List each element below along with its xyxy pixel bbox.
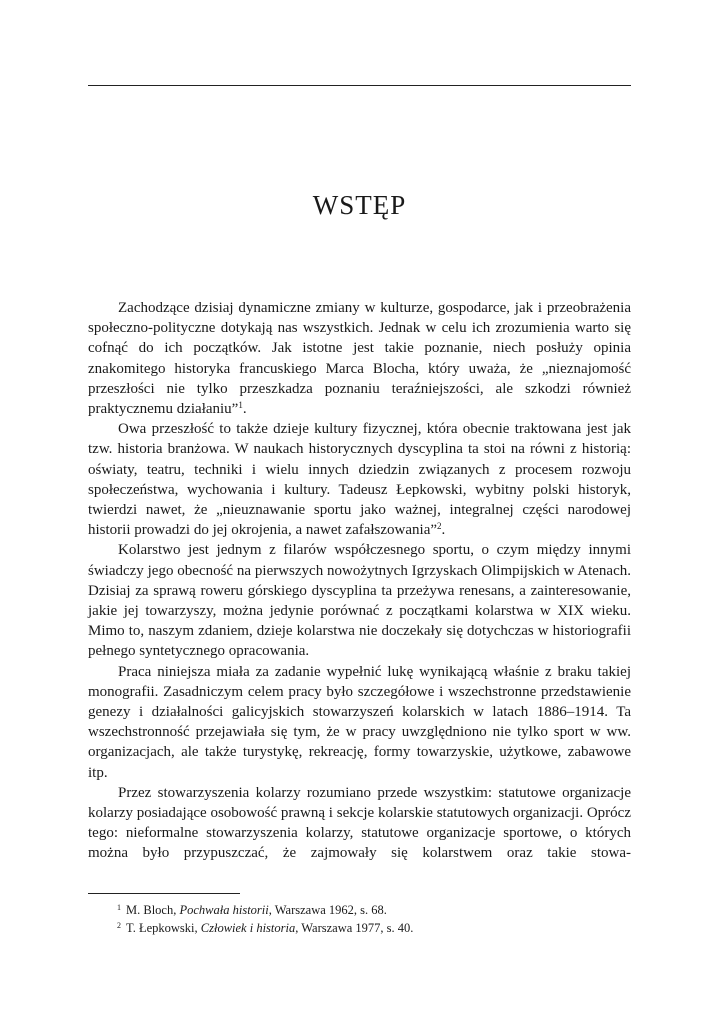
footnote-ref[interactable]: 2 <box>437 521 442 532</box>
footnote-ref[interactable]: 1 <box>238 400 243 411</box>
footnote-title: Człowiek i historia <box>200 920 296 935</box>
paragraph: Zachodzące dzisiaj dynamiczne zmiany w kulturze, gospodarce, jak i przeobrażenia społeczno-polityczne dotykają nas wszystkich. Jednak w celu ich zrozumienia warto się cofnąć do ich początków. Jak istotne jest takie poznanie, niech posłuży opinia znakomitego historyka francuskiego Marca Blocha, który uważa, że „nieznajomość przeszłości nie tylko przeszkadza poznaniu teraźniejszości, ale szkodzi również praktycznemu działaniu”$^1$. <box>88 300 631 418</box>
paragraph: Owa przeszłość to także dzieje kultury fizycznej, która obecnie traktowana jest jak tzw. historia branżowa. W naukach historycznych dyscyplina ta stoi na równi z historią: oświaty, teatru, techniki i wielu innych dziedzin związanych z procesem rozwoju społeczeństwa, wychowania i kultury. Tadeusz Łepkowski, wybitny polski historyk, twierdzi nawet, że „nieuznawanie sportu jako ważnej, integralnej części narodowej historii prowadzi do jej okrojenia, a nawet zafałszowania”$^2$. <box>88 421 631 539</box>
body-text <box>88 298 631 864</box>
chapter-heading: WSTĘP <box>312 190 407 220</box>
paragraph-last: Przez stowarzyszenia kolarzy rozumiano przede wszystkim: statutowe organizacje kolarzy posiadające osobowość prawną i sekcje kolarskie statutowych organizacji. Oprócz tego: nieformalne stowarzyszenia kolarzy, statutowe organizacje sportowe, o których można było przypuszczać, że zajmowały się kolarstwem oraz takie stowa- <box>88 784 631 862</box>
footnote-title: Pochwała historii <box>179 903 269 917</box>
footnote-number: 2 <box>117 920 121 930</box>
footnote-number: 1 <box>117 903 121 912</box>
footnote-rule <box>88 893 240 894</box>
footnotes <box>117 902 631 937</box>
footnote: $^2$ T. Łepkowski, Człowiek i historia, Warszawa 1977, s. 40. <box>117 920 414 935</box>
footnote: $^1$ M. Bloch, Pochwała historii, Warszawa 1962, s. 68. <box>117 903 387 917</box>
paragraph: Kolarstwo jest jednym z filarów współczesnego sportu, o czym między innymi świadczy jego obecność na pierwszych nowożytnych Igrzyskach Olimpijskich w Atenach. Dzisiaj za sprawą roweru górskiego dyscyplina ta przeżywa renesans, a zainteresowanie, jakie jej towarzyszy, można jedynie porównać z początkami kolarstwa w XIX wieku. Mimo to, naszym zdaniem, dzieje kolarstwa nie doczekały się dotychczas w historiografii pełnego syntetycznego opracowania. <box>88 542 631 660</box>
header-rule <box>88 85 631 86</box>
paragraph: Praca niniejsza miała za zadanie wypełnić lukę wynikającą właśnie z braku takiej monografii. Zasadniczym celem pracy było szczegółowe i wszechstronne przedstawienie genezy i działalności galicyjskich stowarzyszeń kolarskich w latach 1886–1914. Ta wszechstronność przejawiała się tym, że w pracy uwzględniono nie tylko sport w ww. organizacjach, ale także turystykę, rekreację, formy towarzyskie, użytkowe, zabawowe itp. <box>88 663 631 781</box>
